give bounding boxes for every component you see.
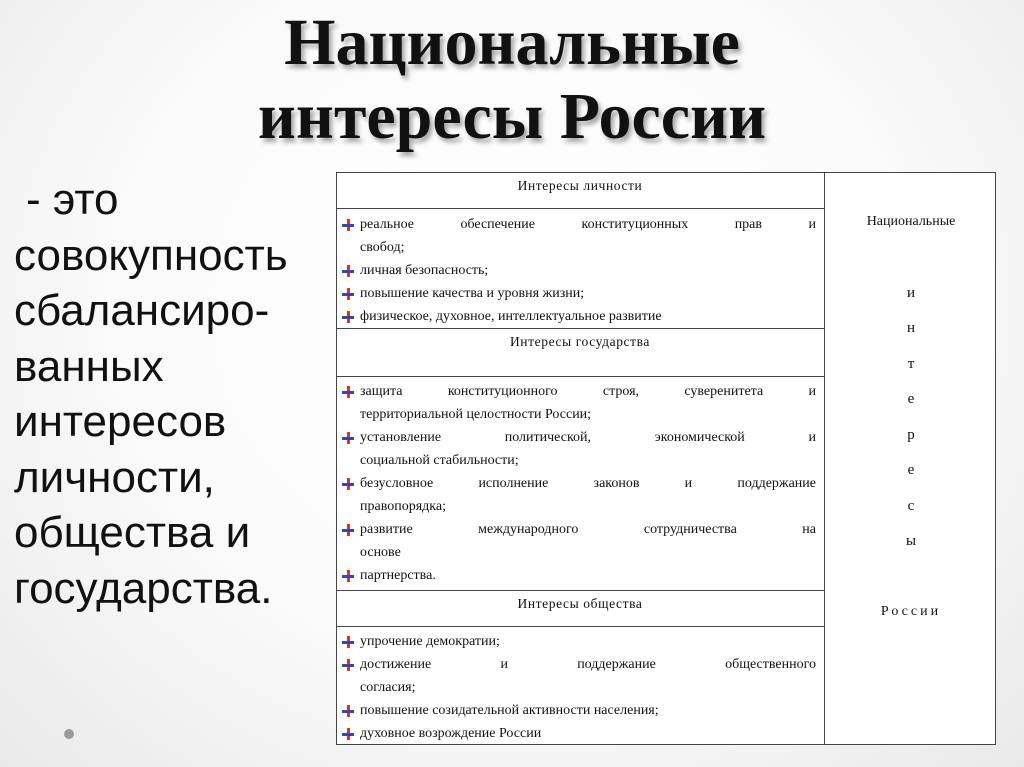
table-border-right [995,172,996,745]
plus-bullet-icon [342,728,354,740]
list-item: реальное обеспечение конституционных прав и [360,213,816,236]
personal-interests-list [360,213,816,328]
plus-bullet-icon [342,219,354,231]
lead-line: интересов [14,397,227,446]
list-item-continuation: основе [360,545,401,560]
plus-bullet-icon [342,570,354,582]
list-item: упрочение демократии; [360,630,816,653]
list-item-continuation: социальной стабильности; [360,453,519,468]
society-interests-list [360,630,816,745]
lead-line: общества и [14,508,251,557]
lead-line: ванных [14,341,164,391]
state-interests-list [360,380,816,587]
lead-line: сбалансиро- [14,286,270,335]
section-header-personal: Интересы личности [517,178,643,193]
list-item-continuation: территориальной целостности России; [360,407,592,422]
plus-bullet-icon [342,432,354,444]
slide-title [0,6,1024,154]
list-item: духовное возрождение России [360,722,816,745]
list-item: повышение созидательной активности населения; [360,699,816,722]
list-item: развитие международного сотрудничества на [360,518,816,541]
bullet-dot-icon [64,729,74,739]
list-item: партнерства. [360,564,816,587]
list-item: безусловное исполнение законов и поддержание [360,472,816,495]
section-header-state: Интересы государства [509,334,651,349]
table-column-divider [824,172,825,745]
table-border-top [336,172,996,173]
side-letter: т [907,356,915,372]
side-label-national: Национальные [866,214,956,229]
lead-line: - это [26,175,119,224]
row-divider [336,626,824,627]
side-letter: р [907,427,915,443]
side-letter: и [906,285,916,301]
list-item: защита конституционного строя, суверенитета и [360,380,816,403]
list-item-continuation: согласия; [360,680,416,695]
list-item-continuation: свобод; [360,240,405,255]
side-letter: ы [905,533,917,549]
interests-table [336,172,996,745]
list-item: личная безопасность; [360,259,816,282]
lead-line: государства. [14,563,273,613]
plus-bullet-icon [342,265,354,277]
plus-bullet-icon [342,636,354,648]
side-letter: с [907,498,915,514]
list-item: физическое, духовное, интеллектуальное развитие [360,305,816,328]
title-line-2: интересы России [257,80,767,153]
lead-line: личности, [14,452,215,502]
side-letter: е [907,462,915,478]
row-divider [336,376,824,377]
title-line-1: Национальные [284,6,740,79]
section-header-society: Интересы общества [517,596,643,611]
plus-bullet-icon [342,386,354,398]
plus-bullet-icon [342,524,354,536]
table-border-left [336,172,337,745]
side-letter: е [907,391,915,407]
list-item: повышение качества и уровня жизни; [360,282,816,305]
list-item-continuation: правопорядка; [360,499,446,514]
plus-bullet-icon [342,659,354,671]
plus-bullet-icon [342,311,354,323]
definition-text [14,172,334,616]
plus-bullet-icon [342,705,354,717]
side-letter: н [906,320,916,336]
plus-bullet-icon [342,288,354,300]
lead-line: совокупность [14,230,288,280]
row-divider [336,590,824,591]
row-divider [336,208,824,209]
plus-bullet-icon [342,478,354,490]
list-item: установление политической, экономической и [360,426,816,449]
list-item: достижение и поддержание общественного [360,653,816,676]
row-divider [336,328,824,329]
side-label-russia: России [880,604,942,619]
